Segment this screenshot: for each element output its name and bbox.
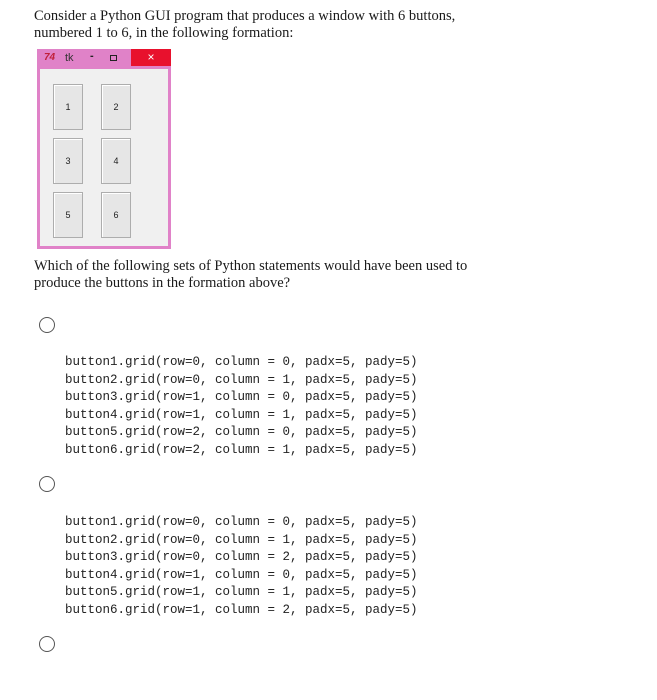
option-c-radio[interactable]	[39, 636, 55, 652]
tk-button-3: 3	[53, 138, 83, 184]
tk-button-1: 1	[53, 84, 83, 130]
close-icon: ×	[131, 49, 171, 66]
tk-logo-icon: 74	[44, 52, 56, 63]
tk-window-title: tk	[65, 52, 74, 64]
tk-button-5: 5	[53, 192, 83, 238]
code-line: button2.grid(row=0, column = 1, padx=5, pady=5)	[65, 372, 418, 387]
code-line: button3.grid(row=1, column = 0, padx=5, pady=5)	[65, 390, 418, 404]
option-a-radio[interactable]	[39, 317, 55, 333]
question-prompt-line: Which of the following sets of Python statements would have been used to	[34, 258, 468, 274]
question-intro-line: Consider a Python GUI program that produces a window with 6 buttons,	[34, 8, 456, 24]
question-prompt-line: produce the buttons in the formation above?	[34, 275, 291, 291]
code-line: button4.grid(row=1, column = 1, padx=5, pady=5)	[65, 407, 418, 422]
tk-titlebar	[37, 49, 171, 69]
code-line: button3.grid(row=0, column = 2, padx=5, pady=5)	[65, 550, 418, 564]
minimize-icon: -	[90, 50, 94, 62]
code-line: button2.grid(row=0, column = 1, padx=5, pady=5)	[65, 532, 418, 547]
tk-button-4: 4	[101, 138, 131, 184]
code-line: button5.grid(row=1, column = 1, padx=5, pady=5)	[65, 585, 418, 599]
code-line: button4.grid(row=1, column = 0, padx=5, pady=5)	[65, 567, 418, 582]
maximize-icon	[110, 55, 117, 61]
tk-client-area	[40, 69, 168, 246]
code-line: button6.grid(row=2, column = 1, padx=5, pady=5)	[65, 442, 418, 457]
tk-button-2: 2	[101, 84, 131, 130]
option-b-radio[interactable]	[39, 476, 55, 492]
tk-button-6: 6	[101, 192, 131, 238]
option-a-code	[65, 354, 418, 459]
question-intro	[34, 8, 474, 42]
code-line: button1.grid(row=0, column = 0, padx=5, pady=5)	[65, 515, 418, 529]
code-line: button5.grid(row=2, column = 0, padx=5, pady=5)	[65, 425, 418, 439]
code-line: button1.grid(row=0, column = 0, padx=5, pady=5)	[65, 355, 418, 369]
question-prompt	[34, 258, 474, 292]
option-b-code	[65, 514, 418, 619]
code-line: button6.grid(row=1, column = 2, padx=5, pady=5)	[65, 602, 418, 617]
question-intro-line: numbered 1 to 6, in the following formation:	[34, 25, 294, 41]
tk-window-image	[37, 49, 171, 249]
